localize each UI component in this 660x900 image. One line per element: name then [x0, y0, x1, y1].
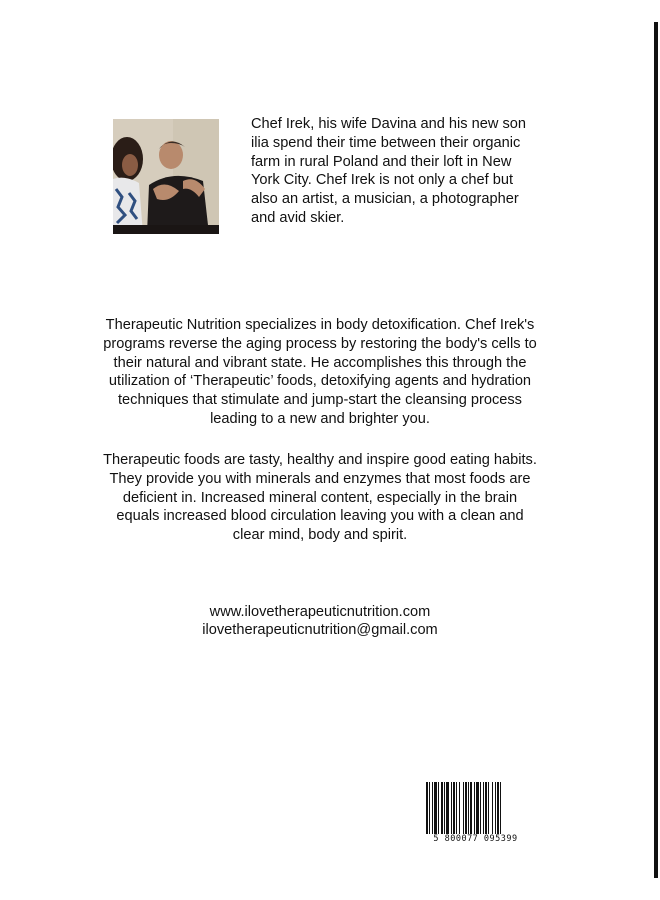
website-url: www.ilovetherapeuticnutrition.com [209, 604, 431, 620]
barcode-bar [463, 782, 464, 836]
page-edge-border [654, 22, 658, 878]
barcode-bar [434, 782, 437, 836]
barcode-bar [474, 782, 475, 836]
barcode-bar [465, 782, 467, 836]
barcode-bar [456, 782, 457, 836]
barcode-bar [446, 782, 449, 836]
barcode-bar [444, 782, 445, 836]
barcode-bar [438, 782, 439, 836]
barcode-bar [492, 782, 493, 836]
barcode-bar [429, 782, 430, 836]
email-address: ilovetherapeuticnutrition@gmail.com [202, 622, 438, 638]
barcode-bar [480, 782, 481, 836]
author-photo [113, 119, 219, 234]
barcode-bar [470, 782, 472, 836]
description-paragraph-foods: Therapeutic foods are tasty, healthy and inspire good eating habits. They provide you with minerals and enzymes that most foods are deficient in. Increased mineral content, especially in the brain equals increased blood circulation leaving you with a clean and clear mind, body and spirit. [103, 452, 537, 544]
author-bio: Chef Irek, his wife Davina and his new son ilia spend their time between their organic farm in rural Poland and their loft in New York City. Chef Irek is not only a chef but also an artist, a musician, a photographer and avid skier. [251, 116, 526, 226]
barcode-bar [488, 782, 489, 836]
barcode-bars [423, 780, 528, 836]
barcode-bar [483, 782, 484, 836]
barcode-bar [441, 782, 443, 836]
barcode-bar [497, 782, 499, 836]
barcode-bar [432, 782, 433, 836]
barcode-bar [451, 782, 452, 836]
contact-info [100, 603, 540, 639]
barcode-number: 5 800077 095399 [423, 834, 528, 845]
barcode-bar [476, 782, 479, 836]
barcode-bar [459, 782, 460, 836]
description-paragraph-detox: Therapeutic Nutrition specializes in body detoxification. Chef Irek's programs reverse the aging process by restoring the body's cells to their natural and vibrant state. He accomplishes this through the utilization of ‘Therapeutic’ foods, detoxifying agents and hydration techniques that stimulate and jump-start the cleansing process leading to a new and brighter you. [103, 317, 537, 427]
barcode-bar [468, 782, 469, 836]
barcode-bar [426, 782, 428, 836]
barcode-bar [495, 782, 496, 836]
barcode-bar [500, 782, 501, 836]
barcode-bar [453, 782, 455, 836]
barcode-bar [485, 782, 487, 836]
barcode [423, 780, 528, 848]
